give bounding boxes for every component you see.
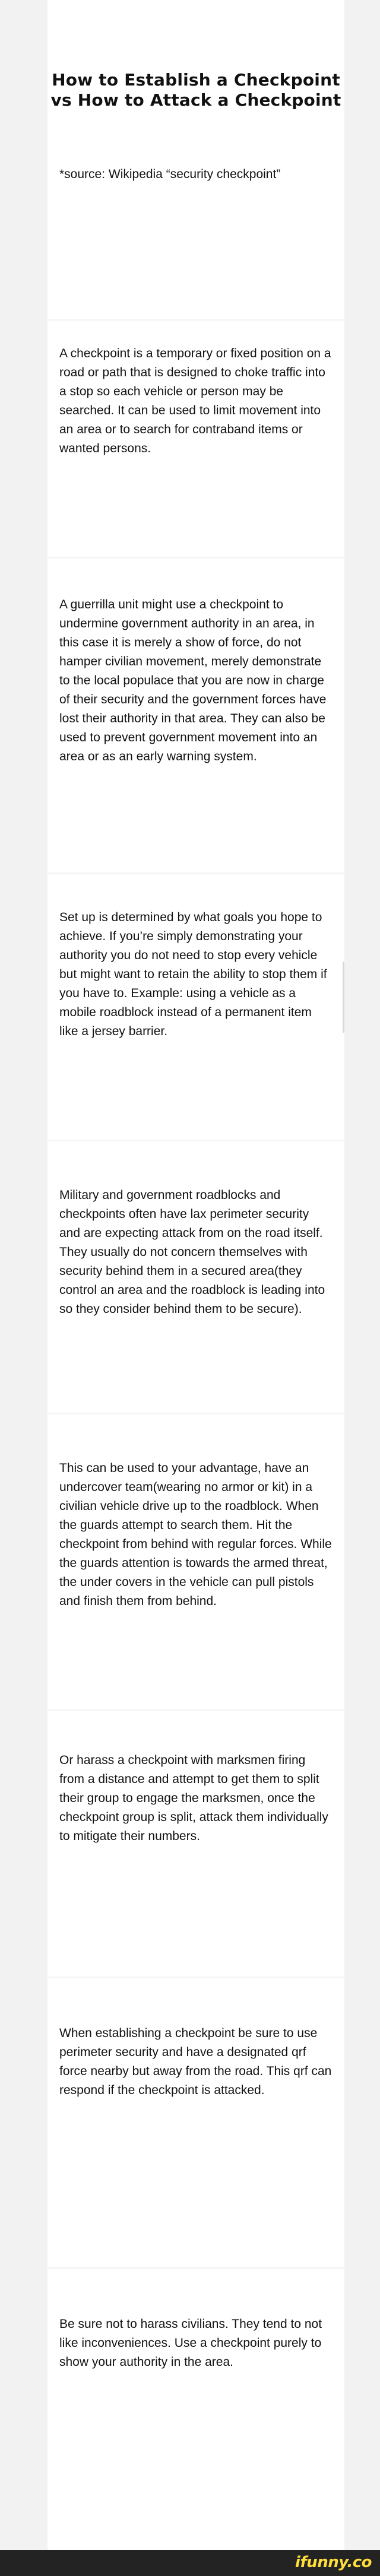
paragraph-lax-security: Military and government roadblocks and checkpoints often have lax perimeter security and are expecting attack from on the road itself. They usually do not concern themselves with security behind them in a secured area(they control an area and the roadblock is leading into so they consider behind them to be secure).	[59, 1188, 325, 1316]
section-divider	[48, 1413, 344, 1415]
paragraph-harass-marksmen: Or harass a checkpoint with marksmen firing from a distance and attempt to get them to split their group to engage the marksmen, once the checkpoint group is split, attack them individually to mitigate their numbers.	[59, 1753, 328, 1843]
section-divider	[48, 557, 344, 559]
source-credit: *source: Wikipedia “security checkpoint”	[59, 167, 281, 181]
paragraph-civilians: Be sure not to harass civilians. They tend to not like inconveniences. Use a checkpoint purely to show your authority in the area.	[59, 2317, 322, 2369]
paragraph-perimeter-security: When establishing a checkpoint be sure to use perimeter security and have a designated qrf force nearby but away from the road. This qrf can respond if the checkpoint is attacked.	[59, 2026, 332, 2097]
paragraph-definition: A checkpoint is a temporary or fixed position on a road or path that is designed to choke traffic into a stop so each vehicle or person may be searched. It can be used to limit movement into an area or to search for contraband items or wanted persons.	[59, 347, 331, 455]
section-divider	[48, 873, 344, 875]
section-divider	[48, 2267, 344, 2270]
section-divider	[48, 1977, 344, 1979]
section-divider	[48, 1709, 344, 1712]
paragraph-guerrilla-use: A guerrilla unit might use a checkpoint to undermine government authority in an area, in this case it is merely a show of force, do not hamper civilian movement, merely demonstrate to the local populace that you are now in charge of their security and the government forces have lost their authority in that area. They can also be used to prevent government movement into an area or as an early warning system.	[59, 598, 327, 763]
section-divider	[48, 319, 344, 322]
scroll-indicator	[343, 962, 344, 1033]
ifunny-watermark: ifunny.co	[295, 2553, 372, 2571]
watermark-bar	[0, 2550, 380, 2576]
section-divider	[48, 1140, 344, 1142]
paragraph-setup: Set up is determined by what goals you hope to achieve. If you’re simply demonstrating your authority you do not need to stop every vehicle but might want to retain the ability to stop them if you have to. Example: using a vehicle as a mobile roadblock instead of a permanent item like a jersey barrier.	[59, 911, 327, 1038]
paragraph-undercover-attack: This can be used to your advantage, have an undercover team(wearing no armor or kit) in a civilian vehicle drive up to the roadblock. When the guards attempt to search them. Hit the checkpoint from behind with regular forces. While the guards attention is towards the armed threat, the under covers in the vehicle can pull pistols and finish them from behind.	[59, 1461, 332, 1608]
post-title: How to Establish a Checkpoint vs How to Attack a Checkpoint	[50, 70, 341, 110]
